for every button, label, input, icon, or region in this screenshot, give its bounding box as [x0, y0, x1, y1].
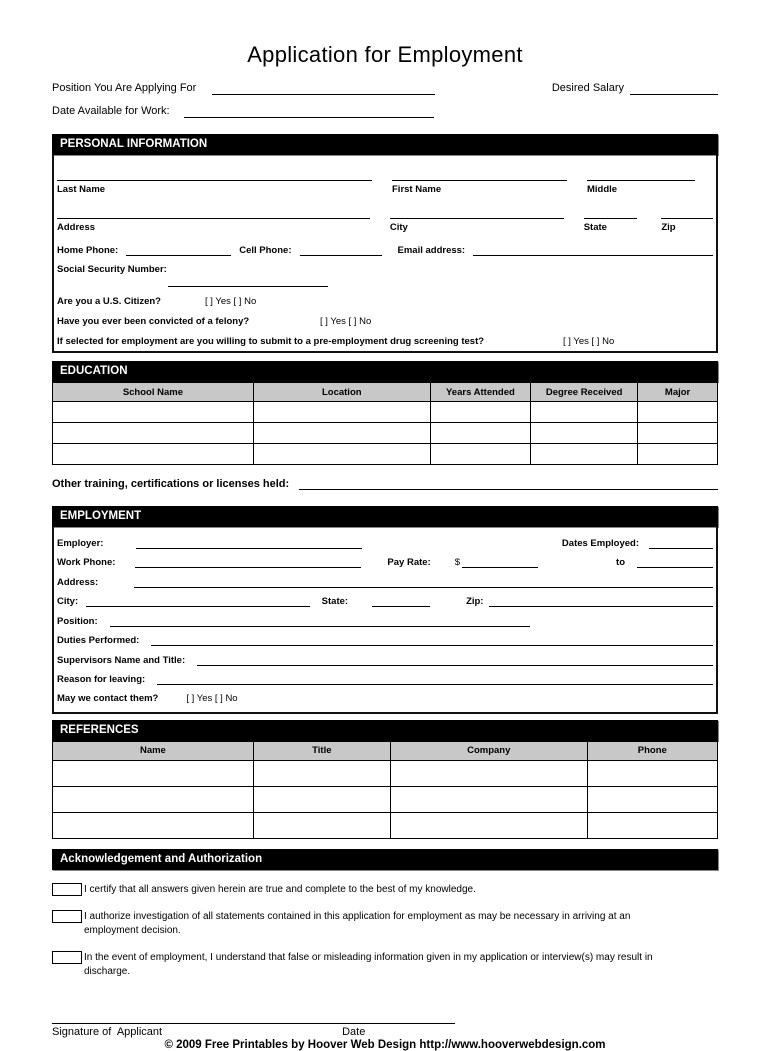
ack-statement-3: [52, 951, 718, 979]
references-cell[interactable]: [53, 760, 254, 786]
position-label: Position You Are Applying For: [52, 82, 197, 94]
ack-statement-1-text: I certify that all answers given herein are true and complete to the best of my knowledge.: [84, 883, 476, 895]
education-col-years: Years Attended: [430, 383, 530, 402]
page-title: Application for Employment: [247, 42, 523, 67]
middle-name-input-line[interactable]: [587, 166, 695, 181]
desired-salary-label: Desired Salary: [551, 82, 624, 94]
desired-salary-input-line[interactable]: [630, 83, 718, 95]
position-input-line[interactable]: [212, 83, 435, 95]
education-cell[interactable]: [53, 423, 254, 444]
ssn-label: Social Security Number:: [57, 264, 167, 275]
references-cell[interactable]: [253, 760, 390, 786]
education-cell[interactable]: [531, 423, 638, 444]
address-label: Address: [57, 222, 96, 233]
felony-yes-no-checkboxes[interactable]: [ ] Yes [ ] No: [320, 316, 372, 327]
supervisor-input-line[interactable]: [197, 654, 713, 666]
education-cell[interactable]: [430, 423, 530, 444]
signature-labels-row: [52, 1026, 718, 1038]
employer-city-row: [57, 595, 713, 607]
references-cell[interactable]: [587, 812, 717, 838]
address-row: [57, 204, 713, 233]
contact-label: May we contact them?: [57, 692, 159, 704]
date-available-row: [52, 105, 718, 118]
references-header: REFERENCES: [52, 720, 718, 741]
zip-label: Zip: [661, 222, 676, 233]
work-phone-input-line[interactable]: [135, 556, 361, 568]
education-cell[interactable]: [638, 444, 718, 465]
education-header: EDUCATION: [52, 361, 718, 382]
citizen-question-label: Are you a U.S. Citizen?: [57, 296, 161, 307]
education-cell[interactable]: [531, 444, 638, 465]
references-cell[interactable]: [390, 760, 587, 786]
education-col-location: Location: [253, 383, 430, 402]
references-col-phone: Phone: [587, 741, 717, 760]
city-input-line[interactable]: [390, 204, 564, 219]
first-name-field: [392, 166, 567, 195]
zip-field: [661, 204, 713, 233]
employer-zip-input-line[interactable]: [489, 595, 713, 607]
name-row: [57, 166, 713, 195]
felony-question-row: [57, 316, 713, 327]
state-label: State: [583, 222, 607, 233]
address-field: [57, 204, 370, 233]
date-available-input-line[interactable]: [184, 106, 434, 118]
drug-test-question-row: [57, 336, 713, 347]
education-cell[interactable]: [531, 402, 638, 423]
cell-phone-input-line[interactable]: [300, 244, 382, 256]
other-training-row: [52, 477, 718, 490]
to-label: to: [616, 557, 625, 568]
ack-statement-2: [52, 910, 718, 938]
employer-zip-label: Zip:: [466, 596, 484, 607]
zip-input-line[interactable]: [661, 204, 713, 219]
drug-test-yes-no-checkboxes[interactable]: [ ] Yes [ ] No: [563, 336, 615, 347]
references-row: [53, 760, 718, 786]
education-col-school: School Name: [53, 383, 254, 402]
references-cell[interactable]: [390, 786, 587, 812]
first-name-input-line[interactable]: [392, 166, 567, 181]
contact-yes-no-checkboxes[interactable]: [ ] Yes [ ] No: [186, 692, 238, 704]
education-cell[interactable]: [253, 402, 430, 423]
personal-information-section: [52, 155, 718, 353]
citizen-yes-no-checkboxes[interactable]: [ ] Yes [ ] No: [205, 296, 257, 307]
email-input-line[interactable]: [473, 244, 713, 256]
employer-label: Employer:: [57, 537, 104, 549]
dollar-sign: $: [454, 557, 461, 568]
cell-phone-label: Cell Phone:: [239, 245, 292, 256]
dates-employed-label: Dates Employed:: [561, 537, 639, 549]
duties-row: [57, 634, 713, 646]
references-row: [53, 812, 718, 838]
personal-information-header: PERSONAL INFORMATION: [52, 134, 718, 155]
home-phone-label: Home Phone:: [57, 245, 119, 256]
education-cell[interactable]: [430, 444, 530, 465]
employer-input-line[interactable]: [136, 537, 362, 549]
citizen-question-row: [57, 296, 713, 307]
references-cell[interactable]: [53, 786, 254, 812]
ack-checkbox-1[interactable]: [52, 883, 82, 896]
city-label: City: [389, 222, 408, 233]
ssn-row: [57, 264, 713, 287]
position-row: [57, 615, 713, 627]
first-name-label: First Name: [392, 184, 442, 195]
address-input-line[interactable]: [57, 204, 370, 219]
ack-checkbox-2[interactable]: [52, 910, 82, 923]
references-row: [53, 786, 718, 812]
employer-address-input-line[interactable]: [134, 576, 713, 588]
education-cell[interactable]: [430, 402, 530, 423]
state-field: [584, 204, 638, 233]
education-row: [53, 402, 718, 423]
middle-name-label: Middle: [587, 184, 618, 195]
last-name-label: Last Name: [57, 184, 106, 195]
other-training-label: Other training, certifications or licenses held:: [52, 478, 290, 490]
pay-rate-to-input-line[interactable]: [637, 556, 713, 568]
contact-row: [57, 693, 713, 704]
reason-row: [57, 673, 713, 685]
references-cell[interactable]: [587, 786, 717, 812]
references-cell[interactable]: [53, 812, 254, 838]
employer-city-label: City:: [57, 596, 79, 607]
references-table: [52, 741, 718, 839]
education-cell[interactable]: [638, 423, 718, 444]
work-phone-row: [57, 556, 713, 568]
ack-statement-2-text: I authorize investigation of all statements contained in this application for employment as may be necessary in arriving at an employment decision.: [84, 910, 631, 936]
felony-question-label: Have you ever been convicted of a felony?: [57, 316, 250, 327]
education-row: [53, 423, 718, 444]
reason-label: Reason for leaving:: [57, 674, 146, 685]
middle-name-field: [587, 166, 695, 195]
duties-input-line[interactable]: [151, 634, 713, 646]
last-name-field: [57, 166, 372, 195]
acknowledgement-header: Acknowledgement and Authorization: [52, 849, 718, 870]
drug-test-question-label: If selected for employment are you willing to submit to a pre-employment drug screening test?: [57, 336, 485, 347]
ssn-input-line[interactable]: [168, 277, 328, 287]
pay-rate-label: Pay Rate:: [387, 557, 431, 568]
other-training-input-line[interactable]: [299, 477, 718, 490]
home-phone-input-line[interactable]: [126, 244, 231, 256]
ack-statement-3-text: In the event of employment, I understand that false or misleading information given in my application or interview(s) may result in discharge.: [84, 951, 653, 977]
education-cell[interactable]: [638, 402, 718, 423]
references-cell[interactable]: [587, 760, 717, 786]
supervisor-row: [57, 654, 713, 666]
references-col-title: Title: [253, 741, 390, 760]
signature-block: [52, 1023, 718, 1038]
date-available-label: Date Available for Work:: [52, 105, 170, 117]
references-col-name: Name: [53, 741, 254, 760]
references-cell[interactable]: [253, 812, 390, 838]
pay-rate-input-line[interactable]: [462, 556, 538, 568]
copyright-footer: © 2009 Free Printables by Hoover Web Design http://www.hooverwebdesign.com: [164, 1038, 606, 1051]
work-phone-label: Work Phone:: [57, 557, 116, 568]
last-name-input-line[interactable]: [57, 166, 372, 181]
education-cell[interactable]: [253, 423, 430, 444]
ack-statement-1: [52, 883, 718, 897]
references-col-company: Company: [390, 741, 587, 760]
ack-checkbox-3[interactable]: [52, 951, 82, 964]
references-cell[interactable]: [390, 812, 587, 838]
phones-row: [57, 244, 713, 256]
position-held-label: Position:: [57, 615, 98, 627]
references-cell[interactable]: [253, 786, 390, 812]
education-table: [52, 382, 718, 465]
duties-label: Duties Performed:: [57, 635, 140, 646]
state-input-line[interactable]: [584, 204, 638, 219]
education-header-row: [53, 383, 718, 402]
employer-row: [57, 537, 713, 549]
position-held-input-line[interactable]: [110, 615, 530, 627]
employer-address-row: [57, 576, 713, 588]
supervisor-label: Supervisors Name and Title:: [57, 654, 186, 666]
education-cell[interactable]: [253, 444, 430, 465]
education-col-degree: Degree Received: [531, 383, 638, 402]
city-field: [390, 204, 564, 233]
education-cell[interactable]: [53, 444, 254, 465]
employment-header: EMPLOYMENT: [52, 506, 718, 527]
reason-input-line[interactable]: [157, 673, 713, 685]
employer-address-label: Address:: [57, 576, 99, 588]
position-salary-row: [52, 82, 718, 95]
education-row: [53, 444, 718, 465]
references-header-row: [53, 741, 718, 760]
employer-state-label: State:: [321, 596, 349, 607]
education-col-major: Major: [638, 383, 718, 402]
signature-label: Signature of Applicant: [52, 1025, 163, 1038]
dates-employed-input-line[interactable]: [649, 537, 713, 549]
education-cell[interactable]: [53, 402, 254, 423]
signature-input-line[interactable]: [52, 1023, 455, 1024]
employer-city-input-line[interactable]: [86, 595, 310, 607]
email-label: Email address:: [397, 245, 466, 256]
employer-state-input-line[interactable]: [372, 595, 430, 607]
date-label: Date: [342, 1025, 366, 1038]
employment-section: [52, 527, 718, 714]
